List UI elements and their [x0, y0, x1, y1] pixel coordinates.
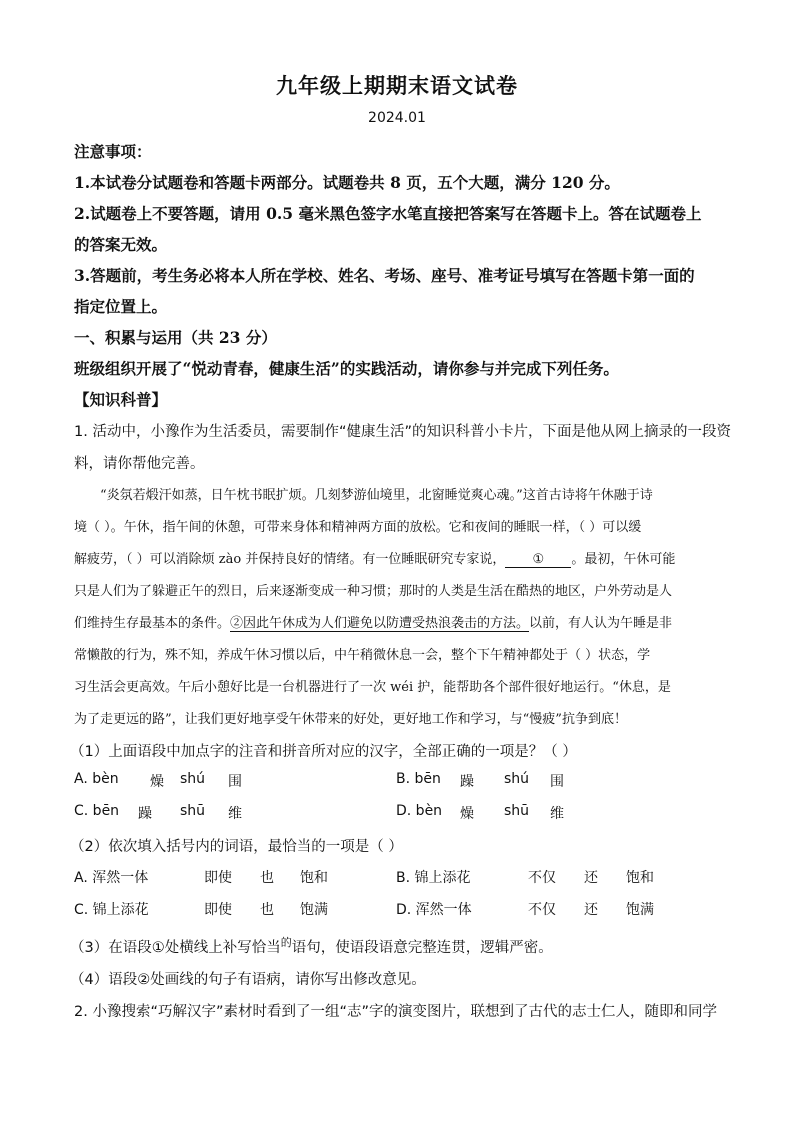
question-1-stem-line-2: 料，请你帮他完善。 — [74, 456, 205, 472]
sub-question-3-superscript: 的 — [280, 936, 292, 949]
option-2d-word-1: 不仅 — [528, 902, 556, 918]
option-1c-pinyin: shū — [180, 803, 206, 819]
notice-item-1: 1.本试卷分试题卷和答题卡两部分。试题卷共 8 页，五个大题，满分 120 分。 — [74, 173, 620, 192]
sub-question-1-stem: （1）上面语段中加点字的注音和拼音所对应的汉字，全部正确的一项是？（ ） — [70, 744, 577, 760]
notice-item-3-line-2: 指定位置上。 — [74, 297, 168, 316]
sub-question-4: （4）语段②处画线的句子有语病，请你写出修改意见。 — [70, 972, 426, 988]
passage-line-3-end: 。最初，午休可能 — [571, 552, 676, 567]
exam-date: 2024.01 — [368, 110, 426, 126]
notice-item-3-line-1: 3.答题前，考生务必将本人所在学校、姓名、考场、座号、准考证号填写在答题卡第一面的 — [74, 266, 695, 285]
option-2b-word-3: 饱和 — [626, 870, 654, 886]
option-1d-char-2: 维 — [550, 806, 564, 822]
section-1-subheading: 【知识科普】 — [74, 390, 168, 409]
option-1a-char-1: 燥 — [150, 774, 164, 790]
option-1a-pinyin: shú — [180, 771, 206, 787]
section-1-intro: 班级组织开展了“悦动青春，健康生活”的实践活动，请你参与并完成下列任务。 — [74, 359, 619, 378]
option-1d-char-1: 燥 — [460, 806, 474, 822]
option-1c-char-2: 维 — [228, 806, 242, 822]
passage-line-2: 境（ ）。午休，指午间的休憩，可带来身体和精神两方面的放松。它和夜间的睡眠一样，（ ）可以缓 — [74, 520, 642, 535]
option-1a-char-2: 围 — [228, 774, 242, 790]
option-1c-char-1: 躁 — [138, 806, 152, 822]
option-2d-label: D. 浑然一体 — [396, 902, 472, 918]
option-2d-word-2: 还 — [584, 902, 598, 918]
option-1b-char-2: 围 — [550, 774, 564, 790]
option-2c-label: C. 锦上添花 — [74, 902, 149, 918]
option-2a-word-2: 也 — [260, 870, 274, 886]
option-1d-label: D. bèn — [396, 803, 443, 819]
passage-line-1: “炎氛若煅汗如蒸，日午枕书眠扩烦。几刻梦游仙境里，北窗睡觉爽心魂。”这首古诗将午休融于诗 — [100, 488, 653, 503]
passage-line-6: 常懒散的行为，殊不知，养成午休习惯以后，中午稍微休息一会，整个下午精神都处于（ ）状态，学 — [74, 648, 651, 663]
sub-question-3-start: （3）在语段①处横线上补写恰当 — [70, 940, 281, 956]
passage-line-5-end: 以前，有人认为午睡是非 — [529, 616, 673, 631]
question-2-stem: 2. 小豫搜索“巧解汉字”素材时看到了一组“志”字的演变图片，联想到了古代的志士仁人，随即和同学 — [74, 1004, 717, 1020]
passage-line-5-start: 们维持生存最基本的条件。 — [74, 616, 231, 631]
option-2c-word-2: 也 — [260, 902, 274, 918]
passage-line-7: 习生活会更高效。午后小憩好比是一台机器进行了一次 wéi 护，能帮助各个部件很好地运行。“休息，是 — [74, 680, 671, 695]
passage-line-3-text: 解疲劳，（ ）可以消除烦 zào 并保持良好的情绪。有一位睡眠研究专家说， — [74, 552, 506, 567]
sub-question-3-end: 语句，使语段语意完整连贯，逻辑严密。 — [291, 940, 553, 956]
blank-1: ① — [505, 552, 571, 568]
passage-line-3 — [74, 548, 675, 568]
option-2d-word-3: 饱满 — [626, 902, 654, 918]
option-1b-label: B. bēn — [396, 771, 441, 787]
notice-heading: 注意事项： — [74, 142, 152, 161]
question-1-stem-line-1: 1. 活动中，小豫作为生活委员，需要制作“健康生活”的知识科普小卡片，下面是他从网上摘录的一段资 — [74, 424, 731, 440]
passage-line-8: 为了走更远的路”，让我们更好地享受午休带来的好处，更好地工作和学习，与“慢疲”抗争到底！ — [74, 712, 627, 727]
option-1b-char-1: 躁 — [460, 774, 474, 790]
passage-line-5 — [74, 612, 672, 631]
option-2a-label: A. 浑然一体 — [74, 870, 149, 886]
sub-question-2-stem: （2）依次填入括号内的词语，最恰当的一项是（ ） — [70, 839, 403, 855]
sub-question-3 — [70, 936, 553, 957]
option-1b-pinyin: shú — [504, 771, 530, 787]
notice-item-2-line-1: 2.试题卷上不要答题，请用 0.5 毫米黑色签字水笔直接把答案写在答题卡上。答在试题卷上 — [74, 204, 702, 223]
exam-title: 九年级上期期末语文试卷 — [276, 73, 518, 98]
option-2c-word-3: 饱满 — [300, 902, 328, 918]
underlined-sentence-2: ②因此午休成为人们避免以防遭受热浪袭击的方法。 — [230, 616, 530, 631]
notice-item-2-line-2: 的答案无效。 — [74, 235, 168, 254]
option-2c-word-1: 即使 — [204, 902, 232, 918]
section-1-heading: 一、积累与运用（共 23 分） — [74, 328, 277, 347]
option-1c-label: C. bēn — [74, 803, 120, 819]
option-2b-word-1: 不仅 — [528, 870, 556, 886]
option-1d-pinyin: shū — [504, 803, 530, 819]
option-2a-word-3: 饱和 — [300, 870, 328, 886]
passage-line-4: 只是人们为了躲避正午的烈日，后来逐渐变成一种习惯；那时的人类是生活在酷热的地区，户外劳动是人 — [74, 584, 673, 599]
option-2b-word-2: 还 — [584, 870, 598, 886]
option-1a-label: A. bèn — [74, 771, 119, 787]
option-2b-label: B. 锦上添花 — [396, 870, 471, 886]
option-2a-word-1: 即使 — [204, 870, 232, 886]
